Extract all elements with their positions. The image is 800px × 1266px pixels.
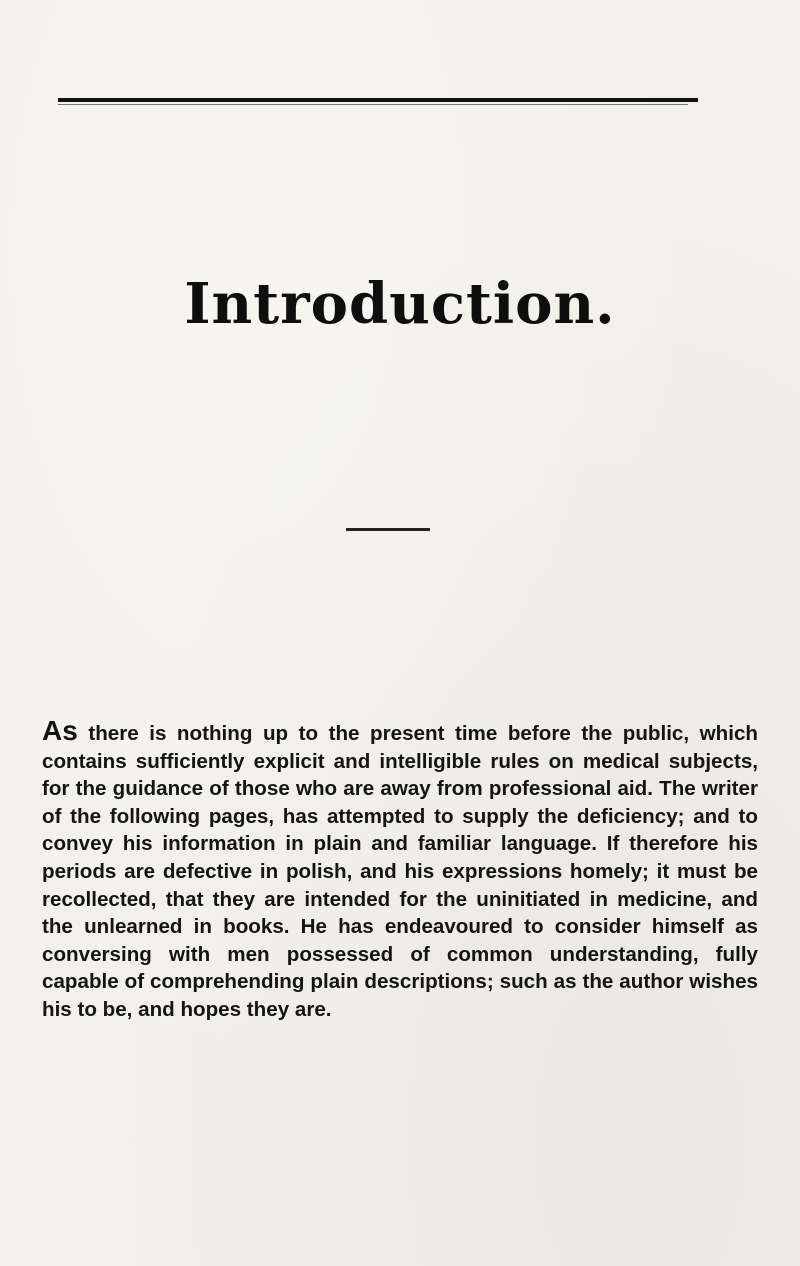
- page-title: Introduction.: [184, 270, 616, 337]
- lead-word: As: [42, 715, 78, 746]
- intro-paragraph: [42, 715, 758, 1024]
- top-rule: [58, 98, 698, 102]
- section-divider: [346, 528, 430, 531]
- paragraph-body: there is nothing up to the present time before the public, which contains sufficiently explicit and intelligible rules on medical subjects, for the guidance of those who are away from professional aid. The writer of the following pages, has attempted to supply the deficiency; and to convey his information in plain and familiar language. If therefore his periods are defective in polish, and his expressions homely; it must be recollected, that they are intended for the uninitiated in medicine, and the unlearned in books. He has endeavoured to consider himself as conversing with men possessed of common understanding, fully capable of comprehending plain descriptions; such as the author wishes his to be, and hopes they are.: [42, 722, 758, 1021]
- top-rule-thin: [58, 104, 688, 105]
